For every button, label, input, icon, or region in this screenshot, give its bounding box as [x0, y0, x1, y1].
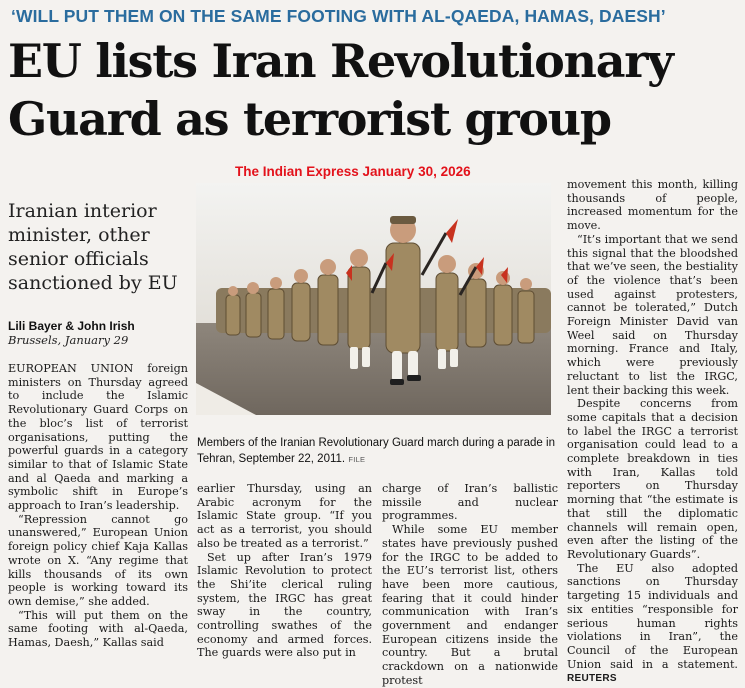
- paragraph: Set up after Iran’s 1979 Islamic Revolution to protect the Shi’ite clerical ruling system, the IRGC has great sway in the country, controlling swathes of the economy and armed forces. The guards were also put in: [197, 550, 372, 660]
- body-column-3: [382, 482, 558, 688]
- body-column-1: [8, 362, 188, 650]
- headline: [8, 32, 743, 148]
- paragraph: “This will put them on the same footing with al-Qaeda, Hamas, Daesh,” Kallas said: [8, 608, 188, 650]
- deck: Iranian interior minister, other senior officials sanctioned by EU: [8, 200, 178, 294]
- paragraph: While some EU member states have previously pushed for the IRGC to be added to the EU’s terrorist list, others have been more cautious, fearing that it could hinder communication with Iran’s government and endanger European citizens inside the country. But a brutal crackdown on a nationwide protest: [382, 523, 558, 687]
- parade-photo-illustration: [196, 183, 551, 415]
- paragraph: [567, 562, 738, 686]
- paragraph: “Repression cannot go unanswered,” European Union foreign policy chief Kaja Kallas wrote on X. “Any regime that kills thousands of its own people is working toward its own demise,” she added.: [8, 512, 188, 608]
- paragraph: earlier Thursday, using an Arabic acronym for the Islamic State group. “If you act as a terrorist, you should also be treated as a terrorist.”: [197, 482, 372, 550]
- agency-tag: REUTERS: [567, 673, 617, 685]
- parade-photo: [196, 183, 551, 415]
- paragraph: EUROPEAN UNION foreign ministers on Thursday agreed to include the Islamic Revolutionary Guard Corps on the bloc’s list of terrorist organisations, putting the powerful guards in a category similar to that of Islamic State and al Qaeda and marking a symbolic shift in Europe’s approach to Iran’s leadership.: [8, 362, 188, 513]
- headline-line-2: Guard as terrorist group: [8, 92, 611, 146]
- kicker: ‘WILL PUT THEM ON THE SAME FOOTING WITH AL-QAEDA, HAMAS, DAESH’: [11, 6, 666, 26]
- body-column-4: [567, 178, 738, 686]
- paragraph-text: The EU also adopted sanctions on Thursday targeting 15 individuals and six entities “responsible for serious human rights violations in Iran”, the Council of the European Union said in a statement.: [567, 561, 738, 671]
- photo-caption: [197, 435, 557, 468]
- paragraph: Despite concerns from some capitals that a decision to label the IRGC a terrorist organisation could lead to a complete breakdown in ties with Iran, Kallas told reporters on Thursday morning that “the estimate is that still the diplomatic channels will remain open, even after the listing of the Revolutionary Guards”.: [567, 397, 738, 561]
- photo-caption-text: Members of the Iranian Revolutionary Guard march during a parade in Tehran, September 22, 2011.: [197, 437, 555, 465]
- paragraph: charge of Iran’s ballistic missile and nuclear programmes.: [382, 482, 558, 523]
- body-column-2: [197, 482, 372, 660]
- dateline: Brussels, January 29: [8, 333, 129, 347]
- headline-line-1: EU lists Iran Revolutionary: [8, 34, 673, 88]
- photo-source: FILE: [348, 455, 366, 464]
- paragraph: “It’s important that we send this signal that the bloodshed that we’ve seen, the bestiality of the violence that’s been used against protesters, cannot be tolerated,” Dutch Foreign Minister David van Weel said on Thursday morning. France and Italy, which were previously reluctant to list the IRGC, lent their backing this week.: [567, 232, 738, 397]
- byline: Lili Bayer & John Irish: [8, 319, 135, 333]
- paragraph: movement this month, killing thousands of people, increased momentum for the move.: [567, 178, 738, 233]
- source-credit: The Indian Express January 30, 2026: [235, 164, 471, 179]
